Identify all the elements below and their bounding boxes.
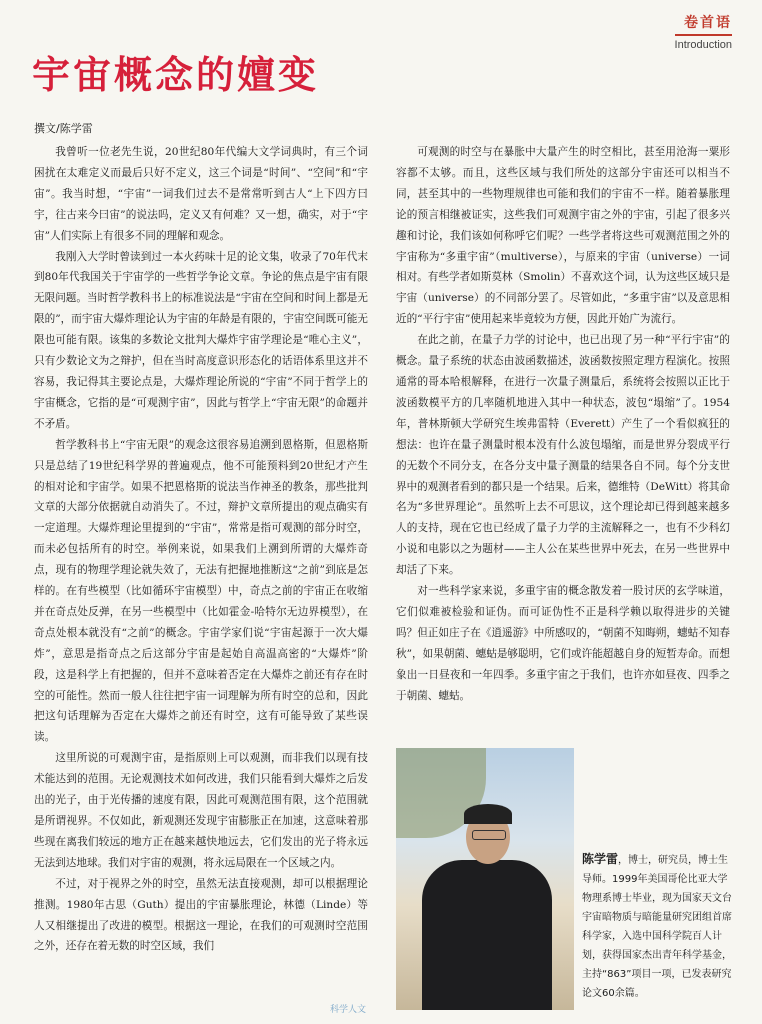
paragraph: 哲学教科书上“宇宙无限”的观念这很容易追溯到恩格斯，但恩格斯只是总结了19世纪科学界的普遍观点，他不可能预料到20世纪才产生的相对论和宇宙学。如果不把恩格斯的说法当作神圣的教条，那些批判文章的大部分依据就自动消失了。不过，辩护文章所提出的观点确实有一定道理。大爆炸理论里提到的“宇宙”，常常是指可观测的部分时空，而未必包括所有的时空。举例来说，如果我们上溯到所谓的大爆炸奇点，现有的物理学理论就失效了，无法有把握地推断这“之前”到底是怎样的。在有些模型（比如循环宇宙模型）中，奇点之前的宇宙正在收缩并在奇点处反弹，在另一些模型中（比如霍金-哈特尔无边界模型），在奇点处根本就没有“之前”的概念。宇宙学家们说“宇宙起源于一次大爆炸”，意思是指奇点之后这部分宇宙是起始自高温高密的“大爆炸”阶段，这是科学上有把握的，但并不意味着否定在大爆炸之前还有存在时空的可能性。然而一般人往往把宇宙一词理解为所有时空的总和，因此把这句话理解为否定在大爆炸之前还有时空，这有可能导致了某些误读。: [34, 438, 368, 744]
article-title: 宇宙概念的嬗变: [32, 53, 320, 97]
paragraph: 可观测的时空与在暴胀中大量产生的时空相比，甚至用沧海一粟形容都不太够。而且，这些区域与我们所处的这部分宇宙还可以相当不同，甚至其中的一些物理规律也可能和我们的宇宙不一样。随着暴胀理论的预言相继被证实，这些我们可观测宇宙之外的宇宙，引起了很多兴趣和讨论，我们该如何称呼它们呢？一些学者将这些可观测范围之外的宇宙称为“多重宇宙”（multiverse），与原来的宇宙（universe）一词相对。有些学者如斯莫林（Smolin）不喜欢这个词，认为这些区域只是宇宙（universe）的不同部分罢了。尽管如此，“多重宇宙”以及意思相近的“平行宇宙”使用起来毕竟较为方便，因此开始广为流行。: [396, 146, 730, 326]
paragraph: 这里所说的可观测宇宙，是指原则上可以观测，而非我们以现有技术能达到的范围。无论观测技术如何改进，我们只能看到大爆炸之后发出的光子，由于光传播的速度有限，因此可观测范围有限，这个范围就是所谓视界。不仅如此，新观测还发现宇宙膨胀正在加速，这意味着那些现在离我们较远的地方正在越来越快地远去，它们发出的光子将永远无法到达地球。我们对宇宙的观测，将永远局限在一个区域之内。: [34, 752, 368, 869]
photo-body: [422, 860, 552, 1010]
photo-hair: [464, 804, 512, 824]
section-header: [675, 12, 732, 51]
author-caption: [582, 850, 732, 1003]
author-bio: ，博士，研究员，博士生导师。1999年美国哥伦比亚大学物理系博士毕业，现为国家天文台宇宙暗物质与暗能量研究团组首席科学家，入选中国科学院百人计划，获得国家杰出青年科学基金，主持“863”项目一项，已发表研究论文60余篇。: [582, 855, 732, 999]
text-column-right: [396, 142, 730, 748]
photo-glasses: [472, 830, 506, 840]
footer-mark: 科学人文: [330, 1005, 367, 1015]
author-photo: [396, 748, 574, 1010]
byline: 撰文/陈学雷: [34, 122, 93, 135]
paragraph: 我曾听一位老先生说，20世纪80年代编大文学词典时，有三个词困扰在太难定义而最后只好不定义，这三个词是“时间”、“空间”和“宇宙”。我当时想，“宇宙”一词我们过去不是常常听到古人“上下四方曰宇，往古来今曰宙”的说法吗，定义又有何难？又一想，确实，对于“宇宙”人们实际上有很多不同的理解和观念。: [34, 146, 368, 242]
section-title-cn: 卷首语: [684, 15, 732, 31]
paragraph: 对一些科学家来说，多重宇宙的概念散发着一股讨厌的玄学味道，它们似难被检验和证伪。而可证伪性不正是科学赖以取得进步的关键吗？但正如庄子在《逍遥游》中所感叹的，“朝菌不知晦朔，蟪蛄不知春秋”，如果朝菌、蟪蛄是够聪明，它们或许能超越自身的短暂寿命。而想象出一日昼夜和一年四季。多重宇宙之于我们，也许亦如昼夜、四季之于朝菌、蟪蛄。: [396, 585, 730, 702]
author-name: 陈学雷: [582, 852, 619, 866]
paragraph: 在此之前，在量子力学的讨论中，也已出现了另一种“平行宇宙”的概念。量子系统的状态由波函数描述，波函数按照定理方程演化。按照通常的哥本哈根解释，在进行一次量子测量后，系统将会按照以正比于波函数模平方的几率随机地进入其中一种状态，波包“塌缩”了。1954年，普林斯顿大学研究生埃弗雷特（Everett）产生了一个看似疯狂的想法：也许在量子测量时根本没有什么波包塌缩，而是世界分裂成平行的无数个不同分支，在各分支中量子测量的结果各自不同。每个分支世界中的观测者看到的都只是一个结果。后来，德维特（DeWitt）将其命名为“多世界理论”。虽然听上去不可思议，这个理论却已得到越来越多人的支持，现在它也已经成了量子力学的主流解释之一，也有不少科幻小说和电影以之为题材——主人公在某些世界中死去，在另一些世界中却活了下来。: [396, 334, 730, 577]
paragraph: 不过，对于视界之外的时空，虽然无法直接观测，却可以根据理论推测。1980年古思（Guth）提出的宇宙暴胀理论，林德（Linde）等人又相继提出了改进的模型。根据这一理论，在我们的可观测时空范围之外，还存在着无数的时空区域，我们: [34, 877, 368, 953]
text-column-left: [34, 142, 368, 1014]
paragraph: 我刚入大学时曾读到过一本火药味十足的论文集，收录了70年代末到80年代我国关于宇宙学的一些哲学争论文章。争论的焦点是宇宙有限无限问题。当时哲学教科书上的标准说法是“宇宙在空间和时间上都是无限的”，而宇宙大爆炸理论认为宇宙的年龄是有限的，宇宙空间既可能无限也可能有限。该集的多数论文批判大爆炸宇宙学理论是“唯心主义”，只有少数论文为之辩护，但在当时高度意识形态化的话语体系里这并不容易，我记得其主要论点是，大爆炸理论所说的“宇宙”不同于哲学上的宇宙概念，它指的是“可观测宇宙”，因此与哲学上“宇宙无限”的命题并不矛盾。: [34, 250, 368, 430]
section-title-en: Introduction: [675, 34, 732, 51]
